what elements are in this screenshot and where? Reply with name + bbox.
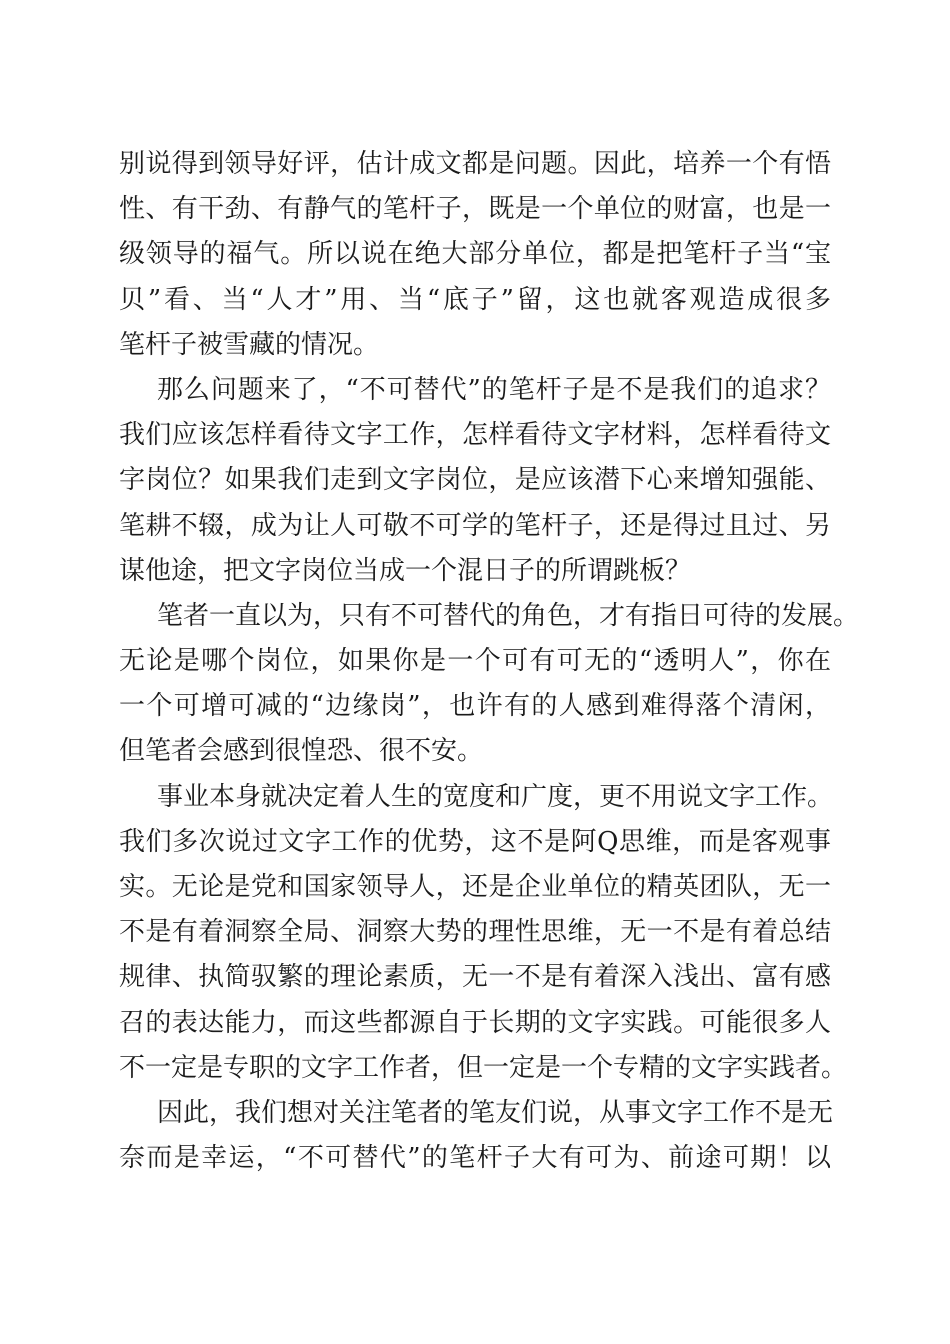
- text-line: 因此，我们想对关注笔者的笔友们说，从事文字工作不是无: [157, 1097, 834, 1128]
- text-line: 谋他途，把文字岗位当成一个混日子的所谓跳板？: [119, 555, 692, 586]
- text-line: 但笔者会感到很惶恐、很不安。: [119, 736, 484, 767]
- text-line: 字岗位？如果我们走到文字岗位，是应该潜下心来增知强能、: [119, 465, 831, 496]
- paragraph-p4: [119, 775, 848, 1091]
- paragraph-p3: [119, 594, 860, 775]
- text-line: 笔耕不辍，成为让人可敬不可学的笔杆子，还是得过且过、另: [119, 510, 831, 541]
- text-line: 笔者一直以为，只有不可替代的角色，才有指日可待的发展。: [157, 600, 860, 631]
- text-line: 那么问题来了，“不可替代”的笔杆子是不是我们的追求？: [157, 374, 831, 405]
- text-line: 规律、执简驭繁的理论素质，无一不是有着深入浅出、富有感: [119, 962, 831, 993]
- text-line: 实。无论是党和国家领导人，还是企业单位的精英团队，无一: [119, 872, 831, 902]
- text-line: 一个可增可减的“边缘岗”，也许有的人感到难得落个清闲，: [119, 691, 831, 722]
- text-line: 贝”看、当“人才”用、当“底子”留，这也就客观造成很多: [119, 284, 831, 315]
- text-line: 不一定是专职的文字工作者，但一定是一个专精的文字实践者。: [119, 1052, 848, 1083]
- document-body: [119, 142, 860, 1181]
- text-line: 级领导的福气。所以说在绝大部分单位，都是把笔杆子当“宝: [119, 239, 831, 270]
- text-line: 事业本身就决定着人生的宽度和广度，更不用说文字工作。: [157, 781, 834, 812]
- text-line: 奈而是幸运，“不可替代”的笔杆子大有可为、前途可期！以: [119, 1143, 831, 1174]
- text-line: 召的表达能力，而这些都源自于长期的文字实践。可能很多人: [119, 1007, 831, 1038]
- text-line: 无论是哪个岗位，如果你是一个可有可无的“透明人”，你在: [119, 646, 831, 677]
- paragraph-p2: [119, 368, 831, 594]
- text-line: 性、有干劲、有静气的笔杆子，既是一个单位的财富，也是一: [119, 194, 831, 225]
- paragraph-p5: [119, 1091, 834, 1181]
- text-line: 笔杆子被雪藏的情况。: [119, 329, 380, 360]
- text-line: 别说得到领导好评，估计成文都是问题。因此，培养一个有悟: [119, 149, 831, 179]
- text-line: 我们多次说过文字工作的优势，这不是阿Q思维，而是客观事: [119, 826, 831, 857]
- paragraph-p1: [119, 142, 831, 368]
- text-line: 不是有着洞察全局、洞察大势的理性思维，无一不是有着总结: [119, 917, 831, 948]
- text-line: 我们应该怎样看待文字工作，怎样看待文字材料，怎样看待文: [119, 420, 831, 451]
